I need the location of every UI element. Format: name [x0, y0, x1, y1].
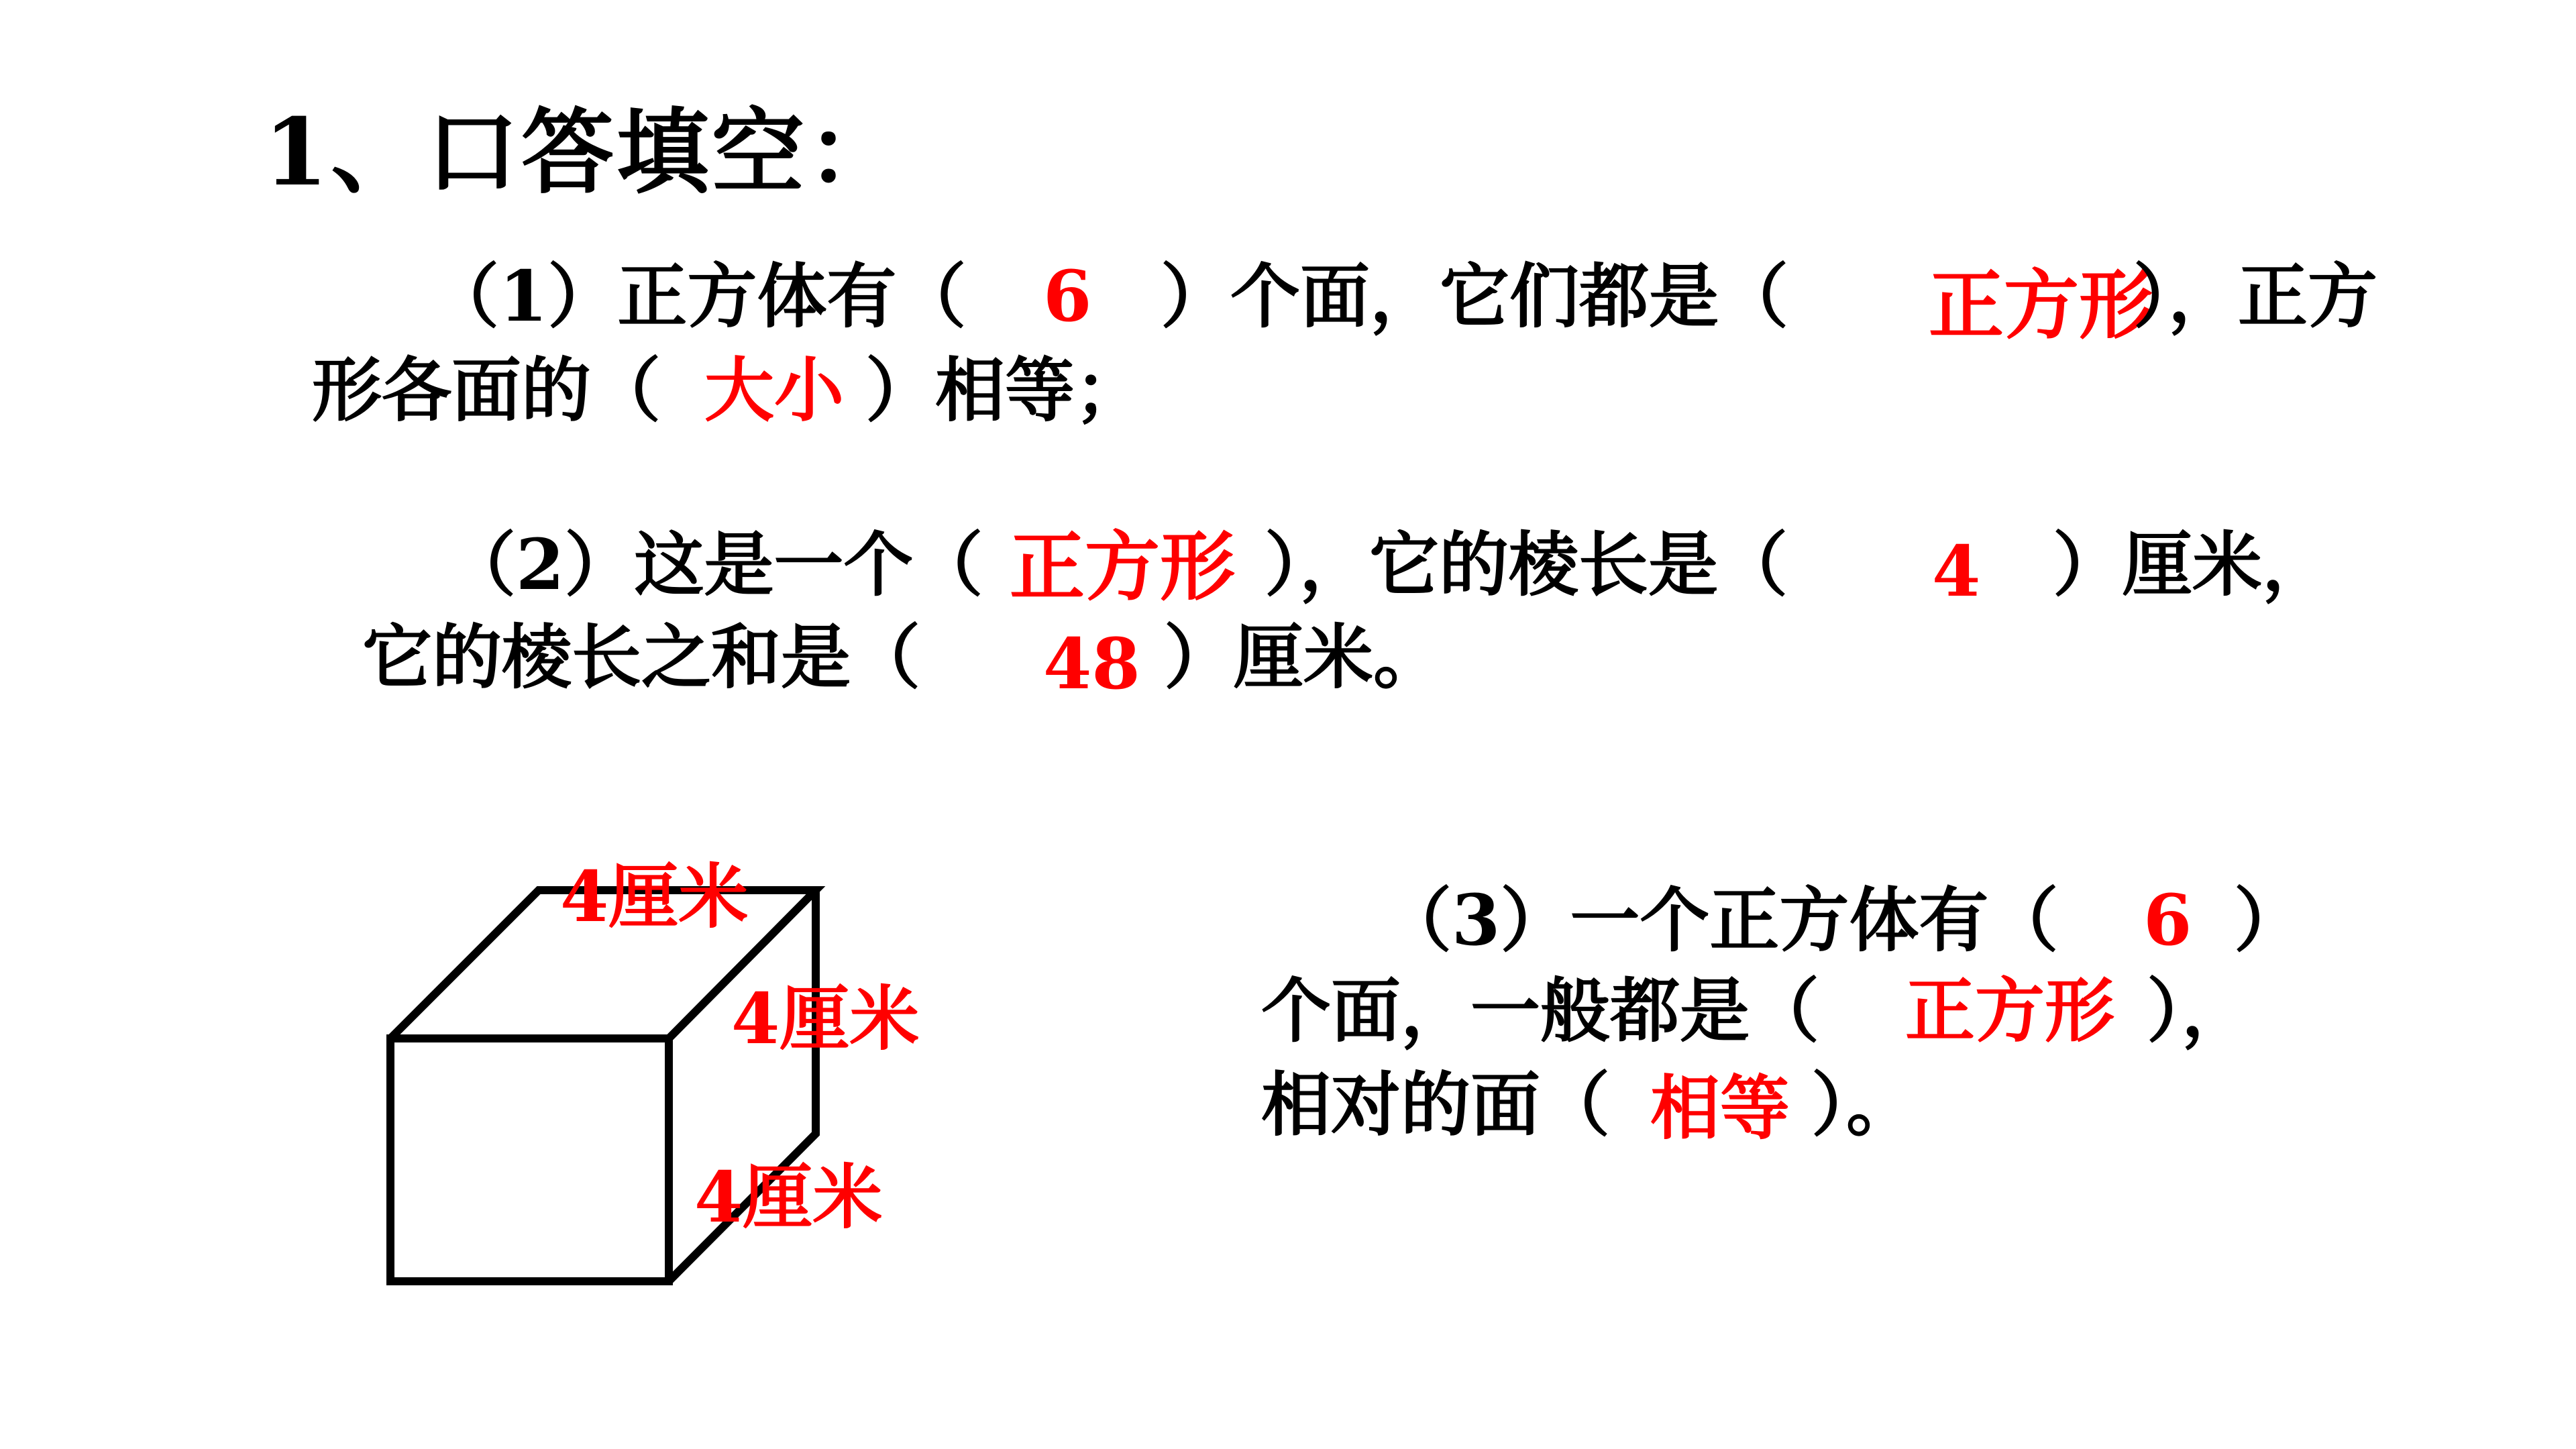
- q1-line2-suffix: ）相等；: [865, 349, 1145, 431]
- q1-mid2: ），正方: [2133, 255, 2378, 337]
- q2-answer-shape: 正方形: [1010, 523, 1235, 611]
- q1-prefix: （1）正方体有（: [429, 255, 967, 337]
- cube-label-bottom: 4厘米: [694, 1156, 883, 1238]
- q1-answer-size: 大小: [704, 349, 845, 431]
- q2-answer-sum: 48: [1043, 623, 1140, 705]
- q2-line2-prefix: 它的棱长之和是（: [362, 616, 921, 698]
- q1-answer-faces: 6: [1043, 255, 1092, 337]
- q3-answer-faces: 6: [2143, 879, 2192, 961]
- q2-prefix: （2）这是一个（: [446, 523, 983, 606]
- q3-line2-prefix: 个面，一般都是（: [1261, 969, 1820, 1052]
- q3-line3-prefix: 相对的面（: [1261, 1063, 1611, 1146]
- cube-label-top: 4厘米: [560, 855, 749, 938]
- q2-answer-edge: 4: [1932, 530, 1981, 612]
- q1-answer-shape: 正方形: [1929, 262, 2154, 350]
- cube-front-face: [390, 1038, 669, 1281]
- page-title: 1、口答填空：: [264, 97, 903, 207]
- cube-label-right: 4厘米: [731, 977, 920, 1060]
- q3-line3-suffix: ）。: [1811, 1063, 1917, 1146]
- q1-line2-prefix: 形各面的（: [312, 349, 661, 431]
- q2-mid1: ），它的棱长是（: [1265, 523, 1788, 606]
- q3-line2-suffix: ），: [2147, 969, 2252, 1052]
- q3-close1: ）: [2234, 879, 2304, 961]
- q3-answer-equal: 相等: [1650, 1067, 1790, 1149]
- q3-answer-shape: 正方形: [1905, 969, 2115, 1052]
- q3-prefix: （3）一个正方体有（: [1382, 879, 2059, 961]
- q2-mid2: ）厘米，: [2053, 523, 2332, 606]
- q1-mid1: ）个面，它们都是（: [1161, 255, 1789, 337]
- q2-line2-suffix: ）厘米。: [1164, 616, 1444, 698]
